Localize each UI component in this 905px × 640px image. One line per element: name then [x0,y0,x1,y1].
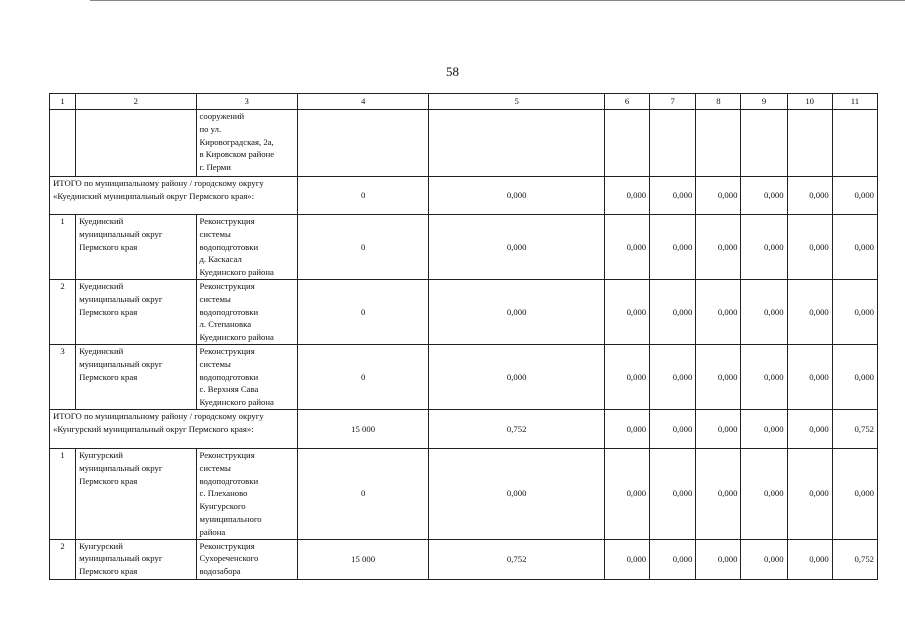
cell [50,110,76,177]
object-cell: Реконструкция системы водоподготовки с. Плеханово Кунгурского муниципального района [196,449,297,540]
value-cell: 0,000 [787,177,832,215]
value-cell: 15 000 [297,539,428,579]
col-header: 1 [50,94,76,110]
value-cell: 0,000 [787,280,832,345]
cell [696,110,741,177]
value-cell: 0,000 [650,215,696,280]
row-number: 2 [50,539,76,579]
col-header: 8 [696,94,741,110]
value-cell: 0 [297,449,428,540]
investment-table [49,93,878,580]
value-cell: 0,000 [832,280,877,345]
value-cell: 0,000 [741,345,787,410]
value-cell: 0,000 [696,539,741,579]
cell [832,110,877,177]
object-cell: Реконструкция системы водоподготовки д. Каскасал Куединского района [196,215,297,280]
value-cell: 0 [297,345,428,410]
column-number-row [50,94,878,110]
value-cell: 0 [297,177,428,215]
value-cell: 0,752 [429,539,605,579]
value-cell: 0,000 [832,215,877,280]
value-cell: 0,000 [604,215,649,280]
value-cell: 0,000 [741,449,787,540]
col-header: 11 [832,94,877,110]
value-cell: 15 000 [297,410,428,449]
value-cell: 0,000 [787,410,832,449]
scan-edge-line [90,0,905,1]
value-cell: 0,000 [696,345,741,410]
value-cell: 0,000 [696,280,741,345]
cell [297,110,428,177]
value-cell: 0 [297,215,428,280]
value-cell: 0,000 [604,345,649,410]
value-cell: 0,000 [741,215,787,280]
cell [429,110,605,177]
object-cell: сооружений по ул. Кировоградская, 2а, в Кировском районе г. Перми [196,110,297,177]
object-cell: Реконструкция системы водоподготовки л. Степановка Куединского района [196,280,297,345]
value-cell: 0,000 [604,177,649,215]
table-row [50,280,878,345]
col-header: 9 [741,94,787,110]
value-cell: 0,000 [604,449,649,540]
municipality-cell: Куединский муниципальный округ Пермского края [76,280,196,345]
value-cell: 0,000 [429,280,605,345]
municipality-cell: Куединский муниципальный округ Пермского края [76,215,196,280]
row-number: 1 [50,215,76,280]
value-cell: 0,000 [604,539,649,579]
object-cell: Реконструкция системы водоподготовки с. Верхняя Сава Куединского района [196,345,297,410]
value-cell: 0,000 [429,177,605,215]
row-number: 3 [50,345,76,410]
total-row [50,410,878,449]
col-header: 6 [604,94,649,110]
value-cell: 0,000 [787,215,832,280]
value-cell: 0,752 [429,410,605,449]
cell [604,110,649,177]
page-number: 58 [446,64,459,79]
object-cell: Реконструкция Сухореченского водозабора [196,539,297,579]
value-cell: 0,000 [429,449,605,540]
value-cell: 0,000 [650,177,696,215]
cell [76,110,196,177]
total-row [50,177,878,215]
value-cell: 0,000 [696,410,741,449]
value-cell: 0,000 [429,215,605,280]
table-row [50,215,878,280]
col-header: 3 [196,94,297,110]
total-label: ИТОГО по муниципальному району / городскому округу «Куединский муниципальный округ Пермского края»: [50,177,298,215]
value-cell: 0,000 [650,539,696,579]
value-cell: 0,000 [650,280,696,345]
table-row [50,110,878,177]
value-cell: 0,000 [696,449,741,540]
value-cell: 0,752 [832,539,877,579]
value-cell: 0,000 [832,177,877,215]
value-cell: 0,000 [696,177,741,215]
value-cell: 0,000 [832,345,877,410]
value-cell: 0,000 [832,449,877,540]
value-cell: 0,752 [832,410,877,449]
value-cell: 0,000 [741,410,787,449]
value-cell: 0,000 [787,449,832,540]
value-cell: 0,000 [604,280,649,345]
value-cell: 0,000 [604,410,649,449]
col-header: 10 [787,94,832,110]
row-number: 1 [50,449,76,540]
value-cell: 0,000 [650,410,696,449]
value-cell: 0 [297,280,428,345]
col-header: 7 [650,94,696,110]
municipality-cell: Куединский муниципальный округ Пермского края [76,345,196,410]
table-row [50,449,878,540]
total-label: ИТОГО по муниципальному району / городскому округу «Кунгурский муниципальный округ Пермского края»: [50,410,298,449]
value-cell: 0,000 [696,215,741,280]
value-cell: 0,000 [650,449,696,540]
col-header: 2 [76,94,196,110]
col-header: 4 [297,94,428,110]
cell [787,110,832,177]
value-cell: 0,000 [650,345,696,410]
municipality-cell: Кунгурский муниципальный округ Пермского края [76,449,196,540]
value-cell: 0,000 [741,539,787,579]
cell [741,110,787,177]
value-cell: 0,000 [741,177,787,215]
value-cell: 0,000 [741,280,787,345]
col-header: 5 [429,94,605,110]
municipality-cell: Кунгурский муниципальный округ Пермского края [76,539,196,579]
table-row [50,539,878,579]
cell [650,110,696,177]
value-cell: 0,000 [787,345,832,410]
table-row [50,345,878,410]
value-cell: 0,000 [429,345,605,410]
value-cell: 0,000 [787,539,832,579]
row-number: 2 [50,280,76,345]
